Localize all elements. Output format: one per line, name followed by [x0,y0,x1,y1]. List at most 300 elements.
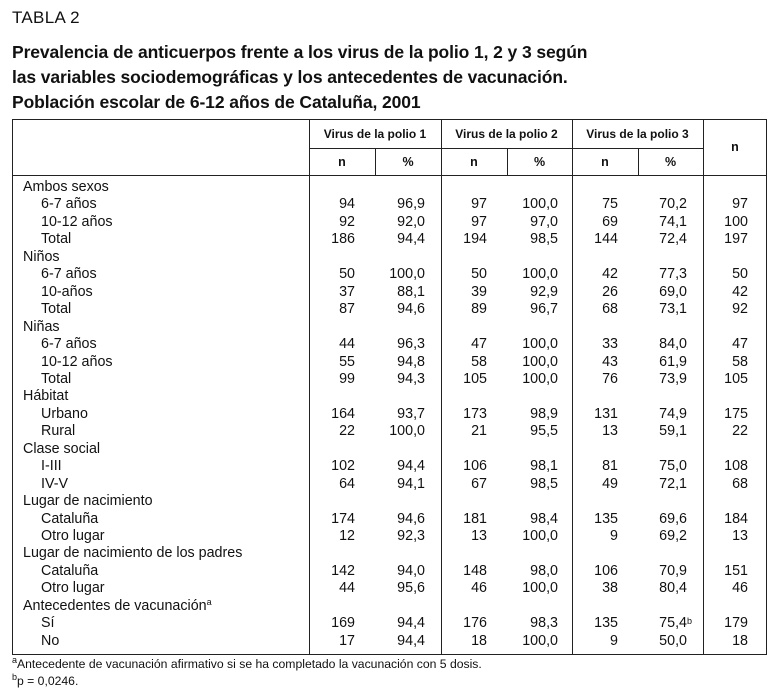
table-cell [522,371,558,387]
group-label [23,598,212,614]
cell-value: 77,3 [659,266,687,283]
table-row [13,528,768,545]
table-cell [522,633,558,649]
row-label-text: Niñas [23,318,60,335]
table-cell [463,615,487,631]
header-pct: % [664,155,677,169]
cell-value: 75,0 [659,458,687,475]
row-label-text: Otro lugar [41,580,105,597]
cell-value: 100,0 [522,196,558,213]
cell-value: 94,6 [397,510,425,527]
table-row [13,493,768,510]
table-row [13,476,768,493]
data-table [12,119,767,655]
table-cell [659,214,687,230]
cell-value: 64 [339,475,355,492]
header-n: n [601,155,609,169]
cell-value: 68 [732,475,748,492]
table-cell [397,458,425,474]
table-cell [522,336,558,352]
cell-value: 42 [732,283,748,300]
cell-value: 73,1 [659,301,687,318]
cell-value: 108 [724,458,748,475]
cell-value: 9 [610,528,618,544]
table-row [13,301,768,318]
table-cell [339,476,355,492]
table-cell [530,423,558,439]
table-cell [659,580,687,596]
cell-value: 13 [732,528,748,544]
table-cell [339,528,355,544]
footnote-mark: a [12,655,18,665]
table-row [13,563,768,580]
cell-value: 135 [594,615,618,632]
cell-value: 100,0 [522,370,558,387]
table-cell [659,371,687,387]
table-cell [732,423,748,439]
table-cell [659,266,687,282]
table-cell [397,336,425,352]
table-cell [471,580,487,596]
cell-value: 100,0 [522,266,558,283]
table-cell [659,196,687,212]
table-cell [397,511,425,527]
row-label-text: Ambos sexos [23,179,109,195]
table-cell [530,214,558,230]
row-label-text: 6-7 años [41,266,97,283]
row-label [41,406,88,422]
row-label [41,511,98,527]
cell-value: 50,0 [659,632,687,649]
cell-value: 100,0 [522,336,558,353]
cell-value: 176 [463,615,487,632]
cell-value: 75 [602,196,618,213]
table-cell: 75,4 b [659,615,693,632]
table-cell [397,580,425,596]
table-cell [339,196,355,212]
cell-value: 50 [471,266,487,283]
row-label [41,266,97,282]
cell-value: 61,9 [659,353,687,370]
table-cell [471,336,487,352]
cell-value: 106 [594,562,618,579]
table-cell [594,511,618,527]
table-cell [602,354,618,370]
cell-value: 44 [339,580,355,597]
table-cell [724,563,748,579]
cell-value: 70,2 [659,196,687,213]
cell-value: 47 [732,336,748,353]
table-row [13,179,768,196]
cell-value: 94,4 [397,615,425,632]
row-label-text: Lugar de nacimiento [23,493,153,510]
cell-value: 96,3 [397,336,425,353]
table-cell [594,615,618,631]
group-label [23,179,109,195]
table-cell [659,231,687,247]
table-cell [659,458,687,474]
cell-value: 181 [463,510,487,527]
table-cell [732,284,748,300]
table-cell [397,284,425,300]
cell-value: 67 [471,475,487,492]
group-label [23,545,242,561]
cell-value: 50 [732,266,748,283]
table-cell [659,563,687,579]
table-cell [659,511,687,527]
table-cell [602,266,618,282]
table-cell [331,563,355,579]
cell-value: 26 [602,283,618,300]
cell-value: 98,3 [530,615,558,632]
row-label-text: Urbano [41,405,88,422]
footnote-text: p = 0,0246. [17,674,79,688]
cell-value: 102 [331,458,355,475]
table-row [13,214,768,231]
cell-value: 38 [602,580,618,597]
cell-value: 46 [471,580,487,597]
cell-value: 88,1 [397,283,425,300]
table-cell [331,406,355,422]
cell-value: 21 [471,423,487,440]
row-label [41,633,59,649]
row-label-text: 10-12 años [41,213,113,230]
table-cell [659,528,687,544]
cell-value: 179 [724,615,748,632]
table-row [13,580,768,597]
cell-value: 50 [339,266,355,283]
row-label [41,528,105,544]
cell-value: 106 [463,458,487,475]
cell-value: 173 [463,405,487,422]
table-cell [339,354,355,370]
table-cell [471,476,487,492]
table-cell [594,406,618,422]
table-cell [530,231,558,247]
table-row [13,511,768,528]
table-cell [602,214,618,230]
cell-value: 174 [331,510,355,527]
cell-value: 18 [471,632,487,649]
header-n: n [470,155,478,169]
cell-value: 47 [471,336,487,353]
row-label-text: I-III [41,458,62,475]
row-label [41,354,113,370]
footnote-mark: a [206,596,212,607]
table-cell [659,301,687,317]
cell-value: 59,1 [659,423,687,440]
table-cell [463,406,487,422]
row-label [41,458,62,474]
title-line: las variables sociodemográficas y los antecedentes de vacunación. [12,67,568,87]
cell-value: 72,1 [659,475,687,492]
cell-value: 22 [339,423,355,440]
table-cell [594,563,618,579]
cell-value: 197 [724,231,748,248]
cell-value: 43 [602,353,618,370]
cell-value: 69,6 [659,510,687,527]
table-cell [530,476,558,492]
table-cell [339,284,355,300]
table-cell [471,301,487,317]
cell-value: 98,5 [530,231,558,248]
table-cell [602,476,618,492]
table-title [12,40,767,115]
table-row [13,266,768,283]
row-label-text: 6-7 años [41,196,97,213]
cell-value: 70,9 [659,562,687,579]
table-cell [610,528,618,544]
cell-value: 98,0 [530,562,558,579]
table-cell [732,301,748,317]
table-cell [331,511,355,527]
cell-value: 99 [339,370,355,387]
footnote-mark: b [12,672,18,682]
group-label [23,441,100,457]
table-cell [339,266,355,282]
table-cell [339,214,355,230]
cell-value: 84,0 [659,336,687,353]
table-cell [397,354,425,370]
cell-value: 89 [471,301,487,318]
table-cell [339,301,355,317]
row-label [41,231,71,247]
cell-value: 94,1 [397,475,425,492]
cell-value: 58 [732,353,748,370]
group-label [23,319,60,335]
group-label [23,249,60,265]
cell-value: 105 [724,370,748,387]
cell-value: 9 [610,632,618,649]
table-cell [339,633,355,649]
table-row [13,196,768,213]
header-pct: % [533,155,546,169]
table-cell [732,476,748,492]
header-bottom-rule [13,175,766,176]
table-row [13,406,768,423]
table-cell [724,458,748,474]
table-row [13,598,768,615]
table-cell [732,196,748,212]
cell-value: 97 [732,196,748,213]
table-cell [471,528,487,544]
cell-value: 75,4 [659,615,687,632]
cell-value: 74,9 [659,405,687,422]
group-label [23,388,68,404]
cell-value: 17 [339,632,355,649]
cell-value: 69,2 [659,528,687,544]
row-label-text: Antecedentes de vacunación [23,597,207,614]
table-cell [732,633,748,649]
table-row [13,615,768,632]
table-cell [724,231,748,247]
table-row [13,545,768,562]
table-cell [463,563,487,579]
table-cell [471,196,487,212]
table-cell [659,476,687,492]
cell-value: 33 [602,336,618,353]
table-cell [602,284,618,300]
table-row [13,633,768,650]
cell-value: 100,0 [522,353,558,370]
row-label-text: Rural [41,423,76,440]
cell-value: 92,3 [397,528,425,544]
cell-value: 13 [602,423,618,440]
cell-value: 100,0 [522,632,558,649]
cell-value: 151 [724,562,748,579]
cell-value: 58 [471,353,487,370]
cell-value: 74,1 [659,213,687,230]
row-label-text: Total [41,231,72,248]
cell-value: 87 [339,301,355,318]
table-cell [522,528,558,544]
cell-value: 92 [732,301,748,318]
table-cell [530,511,558,527]
cell-value: 148 [463,562,487,579]
table-cell [389,423,425,439]
cell-value: 98,4 [530,510,558,527]
row-label-text: 10-12 años [41,353,113,370]
row-label [41,580,105,596]
row-label-text: 10-años [41,283,93,300]
row-label-text: IV-V [41,475,69,492]
cell-value: 144 [594,231,618,248]
table-cell [339,423,355,439]
row-label-text: Sí [41,615,55,632]
table-cell [331,231,355,247]
table-row [13,371,768,388]
table-cell [397,563,425,579]
table-cell [471,266,487,282]
cell-value: 22 [732,423,748,440]
header-n: n [338,155,346,169]
table-cell [339,336,355,352]
cell-value: 94,8 [397,353,425,370]
table-cell [522,266,558,282]
cell-value: 164 [331,405,355,422]
table-cell [602,301,618,317]
cell-value: 69,0 [659,283,687,300]
table-cell [397,633,425,649]
cell-value: 100,0 [389,423,425,440]
cell-value: 131 [594,405,618,422]
cell-value: 93,7 [397,405,425,422]
table-cell [397,528,425,544]
table-cell [339,371,355,387]
row-label-text: Clase social [23,440,101,457]
row-label-text: Cataluña [41,510,99,527]
table-cell [522,196,558,212]
cell-value: 95,6 [397,580,425,597]
table-cell [732,266,748,282]
table-row [13,423,768,440]
row-label-text: Otro lugar [41,528,105,544]
cell-value: 97,0 [530,213,558,230]
table-cell [471,214,487,230]
table-cell [331,615,355,631]
table-cell [471,354,487,370]
cell-value: 105 [463,370,487,387]
cell-value: 72,4 [659,231,687,248]
table-cell [397,406,425,422]
cell-value: 76 [602,370,618,387]
cell-value: 55 [339,353,355,370]
table-cell [602,196,618,212]
row-label [41,563,98,579]
table-cell [530,563,558,579]
table-row [13,249,768,266]
cell-value: 69 [602,213,618,230]
cell-value: 80,4 [659,580,687,597]
cell-value: 194 [463,231,487,248]
table-cell [659,633,687,649]
table-cell [339,580,355,596]
row-label [41,371,71,387]
title-line: Población escolar de 6-12 años de Cataluña, 2001 [12,92,421,112]
cell-value: 46 [732,580,748,597]
table-row [13,354,768,371]
header-total-n: n [731,140,739,154]
table-cell [471,423,487,439]
row-label [41,214,113,230]
table-cell [397,615,425,631]
row-label [41,423,75,439]
table-row [13,458,768,475]
row-label [41,615,55,631]
cell-value: 94 [339,196,355,213]
table-cell [659,354,687,370]
cell-value: 92,9 [530,283,558,300]
table-cell [724,511,748,527]
table-cell [602,371,618,387]
cell-value: 39 [471,283,487,300]
table-cell [463,371,487,387]
table-label: TABLA 2 [12,8,80,27]
row-label [41,336,97,352]
footnote-text: Antecedente de vacunación afirmativo si se ha completado la vacunación con 5 dosis. [17,657,482,671]
cell-value: 184 [724,510,748,527]
cell-value: 37 [339,283,355,300]
cell-value: 73,9 [659,370,687,387]
cell-value: 98,1 [530,458,558,475]
table-cell [397,196,425,212]
row-label [41,196,97,212]
table-cell [724,371,748,387]
table-row [13,336,768,353]
table-cell [594,231,618,247]
cell-value: 95,5 [530,423,558,440]
row-label [41,476,68,492]
table-cell [724,615,748,631]
table-cell [530,284,558,300]
cell-value: 94,4 [397,632,425,649]
group-label [23,493,153,509]
cell-value: 186 [331,231,355,248]
footnote [12,657,482,671]
cell-value: 98,9 [530,405,558,422]
table-cell [610,633,618,649]
cell-value: 100,0 [389,266,425,283]
cell-value: 18 [732,632,748,649]
table-cell [530,615,558,631]
table-cell [397,214,425,230]
cell-value: 92 [339,213,355,230]
row-label-text: Lugar de nacimiento de los padres [23,545,243,562]
cell-value: 142 [331,562,355,579]
table-cell [659,336,687,352]
table-cell [602,458,618,474]
cell-value: 96,7 [530,301,558,318]
